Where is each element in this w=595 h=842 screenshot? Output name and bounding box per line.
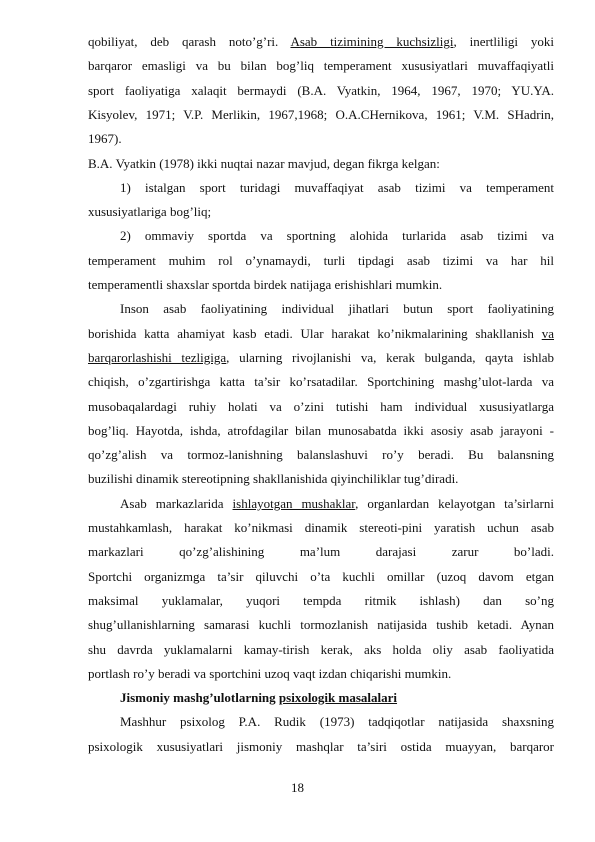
text-span: , ularning rivojlanishi va, kerak bulganda, qayta ishlab xyxy=(226,349,554,365)
text-line xyxy=(88,739,554,755)
text-span: musobaqalardagi ruhiy holati va o’zini tutishi ham individual xususiyatlarga xyxy=(88,398,554,414)
text-line xyxy=(88,520,554,536)
text-line xyxy=(120,714,554,730)
text-line xyxy=(88,471,554,487)
hyperlink-text[interactable]: barqarorlashishi tezligiga xyxy=(88,349,227,365)
text-span: qobiliyat, deb qarash noto’g’ri. xyxy=(88,34,291,49)
text-line xyxy=(88,423,554,439)
hyperlink-text[interactable]: psixologik masalalari xyxy=(278,690,398,706)
text-line xyxy=(88,107,554,123)
text-span: mustahkamlash, harakat ko’nikmasi dinamik stereoti-pini yaratish uchun asab xyxy=(88,520,554,535)
text-span: Sportchi organizmga ta’sir qiluvchi o’ta kuchli omillar (uzoq davom etgan xyxy=(88,568,554,584)
text-line xyxy=(120,180,554,196)
text-span: portlash ro’y beradi va sportchini uzoq vaqt izdan chiqarishi mumkin. xyxy=(88,665,452,681)
text-span: , inertliligi yoki xyxy=(453,34,554,49)
text-line xyxy=(88,156,554,172)
text-line xyxy=(88,204,554,220)
text-line xyxy=(88,83,554,99)
text-line xyxy=(88,350,554,366)
text-span: buzilishi dinamik stereotipning shakllanishida qiyinchiliklar tug’diradi. xyxy=(88,471,459,487)
text-span: 1) istalgan sport turidagi muvaffaqiyat asab tizimi va temperament xyxy=(120,179,554,195)
text-line xyxy=(88,666,554,682)
text-span: Inson asab faoliyatining individual jihatlari butun sport faoliyatining xyxy=(120,301,554,317)
text-span: Asab markazlarida xyxy=(120,495,233,511)
text-line xyxy=(88,277,554,293)
text-span: temperamentli shaxslar sportda birdek natijaga erishishlari mumkin. xyxy=(88,277,443,292)
hyperlink-text[interactable]: Asab tizimining kuchsizligi xyxy=(290,34,454,49)
text-span: xususiyatlariga bog’liq; xyxy=(88,204,212,220)
text-line xyxy=(88,544,554,560)
text-line xyxy=(88,642,554,658)
text-span: shug’ullanishlarning samarasi kuchli tormozlanish natijasida tushib ketadi. Aynan xyxy=(88,617,554,633)
text-line xyxy=(120,228,554,244)
text-span: B.A. Vyatkin (1978) ikki nuqtai nazar mavjud, degan fikrga kelgan: xyxy=(88,155,440,171)
text-line xyxy=(88,374,554,390)
text-line xyxy=(88,617,554,633)
text-span: shu davrda yuklamalarni kamay-tirish kerak, aks holda oliy asab faoliyatida xyxy=(88,641,554,657)
text-span: Jismoniy mashg’ulotlarning xyxy=(120,690,279,706)
text-span: chiqish, o’zgartirishga katta ta’sir ko’rsatadilar. Sportchining mashg’ulot-larda va xyxy=(88,374,554,390)
text-line xyxy=(88,131,554,147)
text-span: qo’zg’alish va tormoz-lanishning balanslashuvi ro’y beradi. Bu balansning xyxy=(88,447,554,463)
text-span: 1967). xyxy=(88,131,122,147)
hyperlink-text[interactable]: ishlayotgan mushaklar xyxy=(232,495,356,511)
text-span: bog’liq. Hayotda, ishda, atrofdagilar bilan munosabatda ikki asosiy asab jarayoni - xyxy=(88,422,554,438)
text-span: 2) ommaviy sportda va sportning alohida turlarida asab tizimi va xyxy=(120,228,554,244)
text-span: , organlardan kelayotgan ta’sirlarni xyxy=(355,495,554,511)
text-line xyxy=(88,399,554,415)
text-line xyxy=(88,34,554,50)
text-line xyxy=(88,447,554,463)
text-line xyxy=(120,301,554,317)
text-line xyxy=(88,253,554,269)
text-span: psixologik xususiyatlari jismoniy mashqlar ta’siri ostida muayyan, barqaror xyxy=(88,738,554,754)
text-span: borishida katta ahamiyat kasb etadi. Ular harakat ko’nikmalarining shakllanish xyxy=(88,325,542,341)
section-heading xyxy=(120,690,554,706)
text-span: temperament muhim rol o’ynamaydi, turli tipdagi asab tizimi va har hil xyxy=(88,252,554,268)
text-line xyxy=(88,593,554,609)
text-span: sport faoliyatiga xalaqit bermaydi (B.A. Vyatkin, 1964, 1967, 1970; YU.YA. xyxy=(88,82,554,98)
text-line xyxy=(120,496,554,512)
text-span: Mashhur psixolog P.A. Rudik (1973) tadqiqotlar natijasida shaxsning xyxy=(120,714,554,730)
text-line xyxy=(88,326,554,342)
text-span: Kisyolev, 1971; V.P. Merlikin, 1967,1968; O.A.CHernikova, 1961; V.M. SHadrin, xyxy=(88,106,554,122)
hyperlink-text[interactable]: va xyxy=(541,325,554,341)
page-number: 18 xyxy=(291,780,304,795)
text-span: maksimal yuklamalar, yuqori tempda ritmik ishlash) dan so’ng xyxy=(88,592,554,608)
text-span: markazlari qo’zg’alishining ma’lum darajasi zarur bo’ladi. xyxy=(88,544,554,560)
text-line xyxy=(88,58,554,74)
text-span: barqaror emasligi va bu bilan bog’liq temperament xususiyatlari muvaffaqiyatli xyxy=(88,58,554,74)
text-line xyxy=(88,569,554,585)
